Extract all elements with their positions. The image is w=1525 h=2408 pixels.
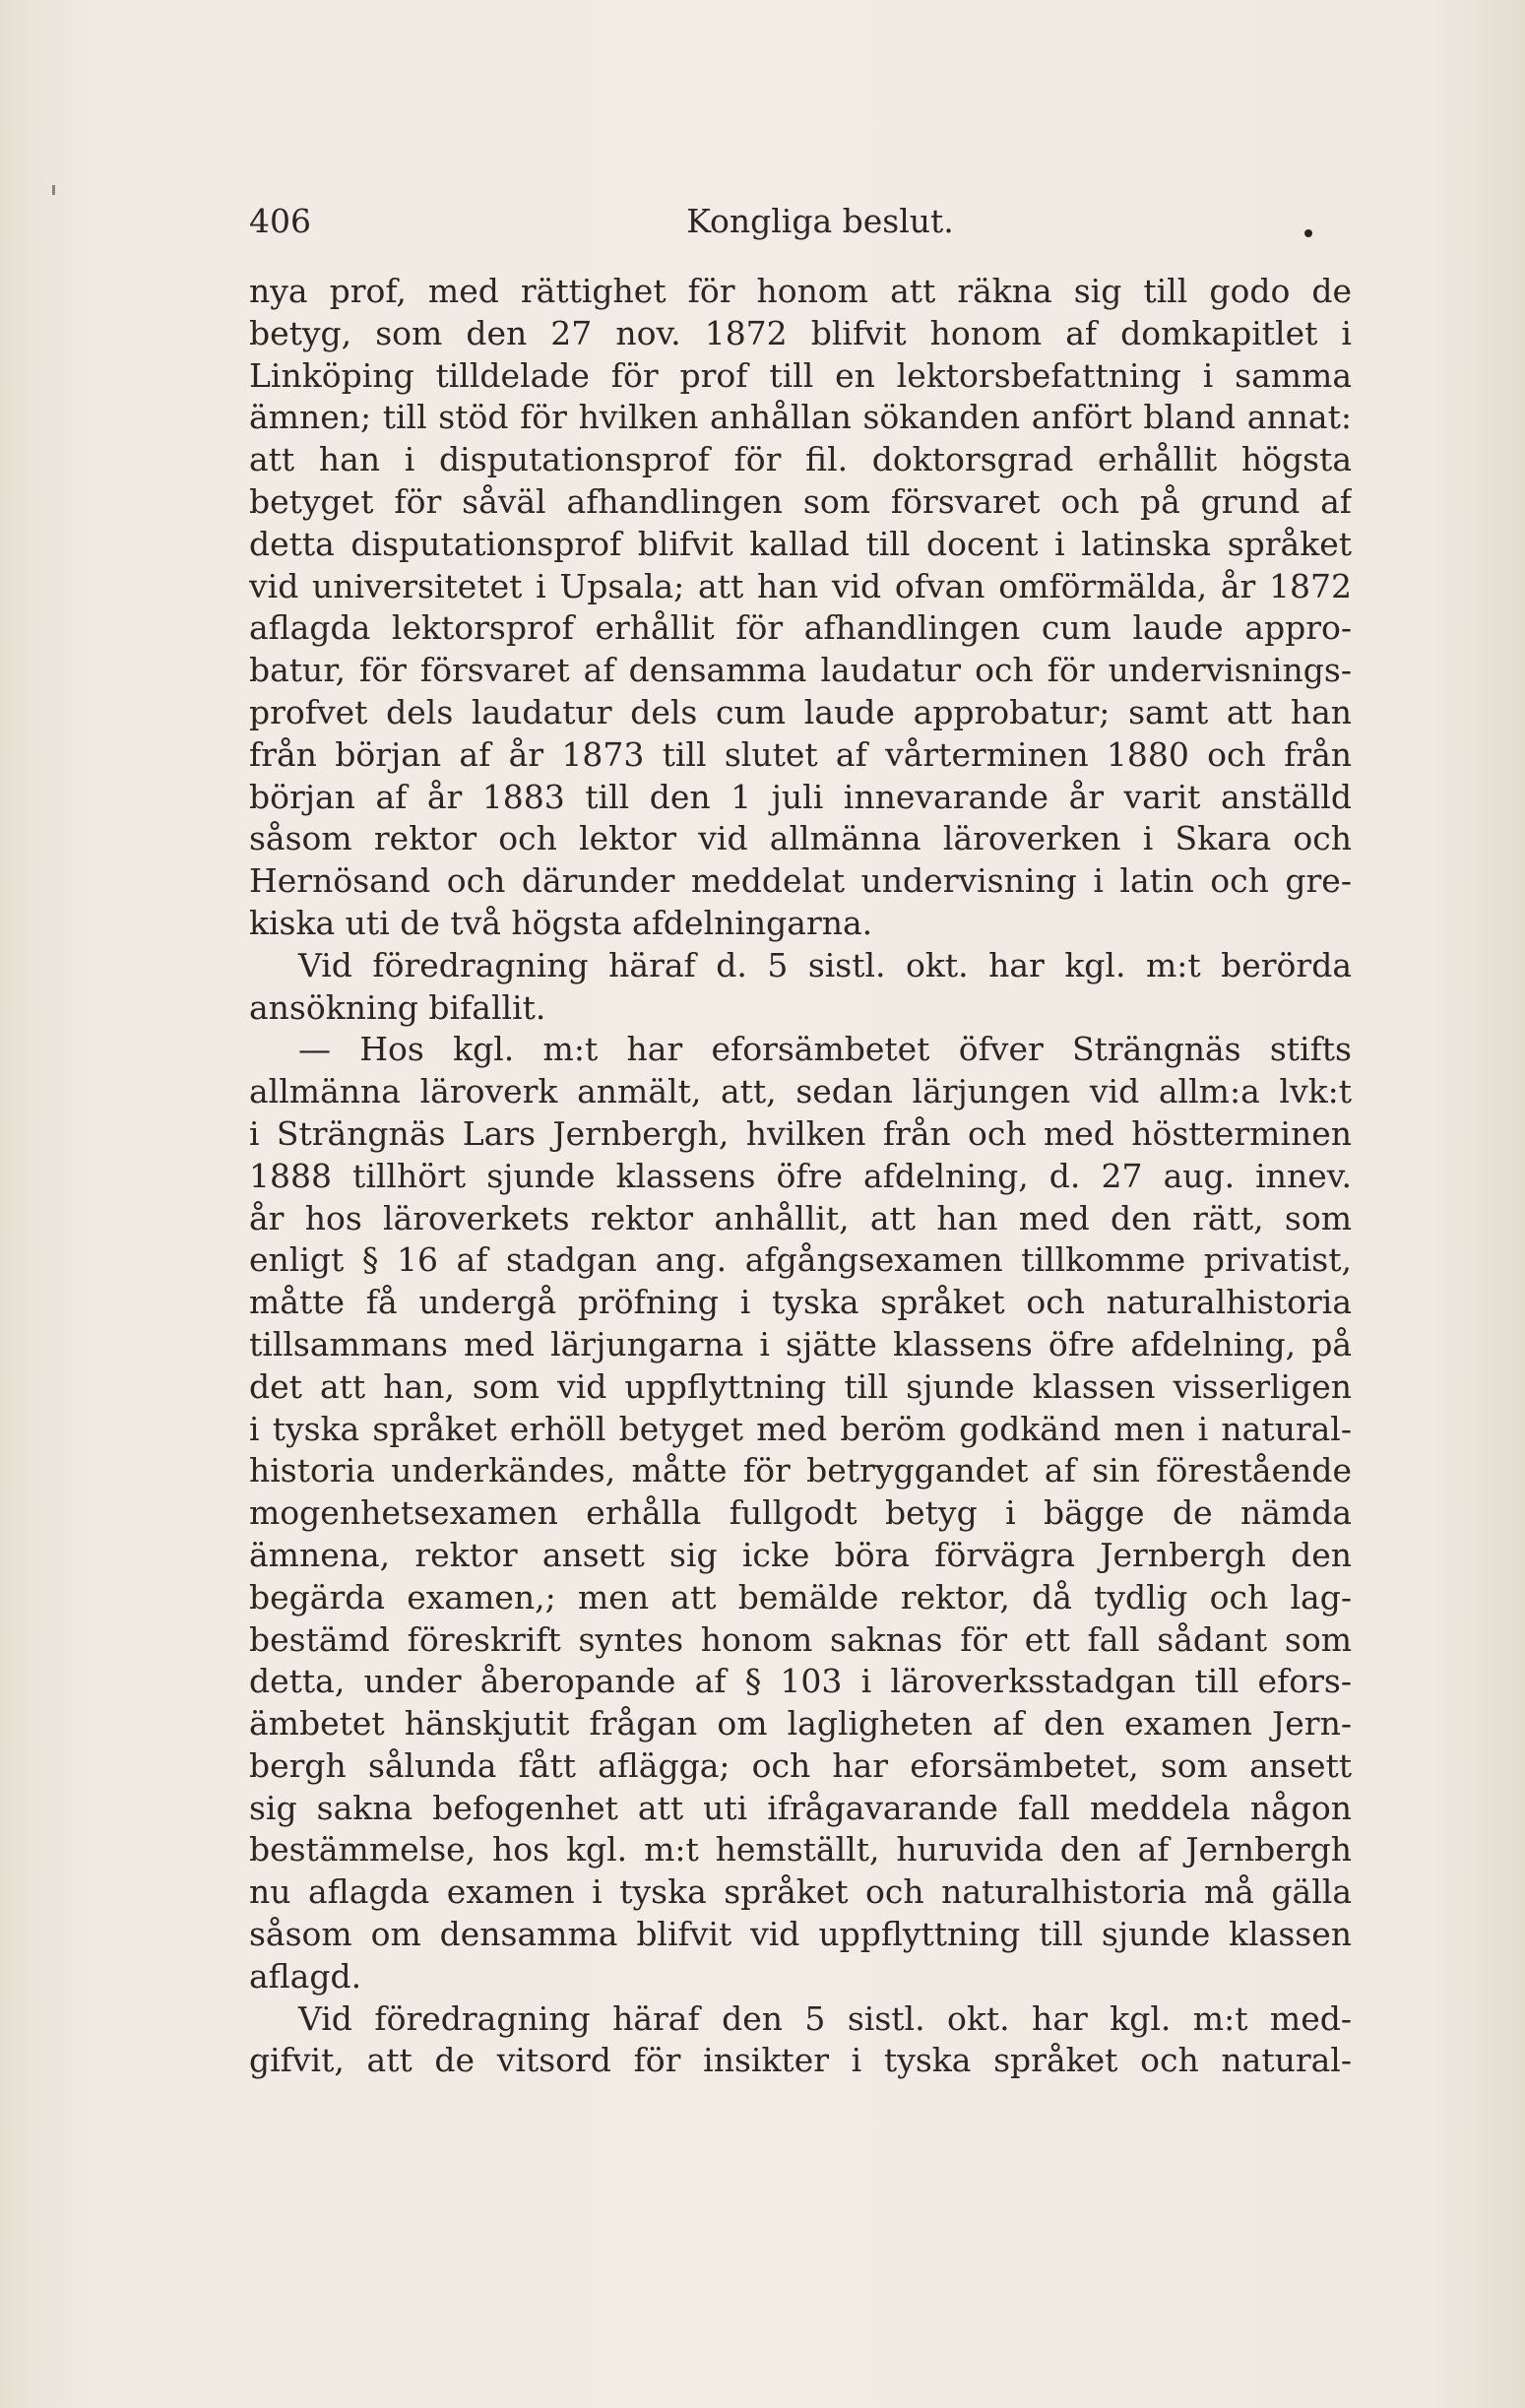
text-line: kiska uti de två högsta afdelningarna. xyxy=(249,903,873,942)
text-line: Vid föredragning häraf den 5 sistl. okt. har kgl. m:t med- xyxy=(298,1998,1352,2038)
text-line: i Strängnäs Lars Jernbergh, hvilken från och med höstterminen xyxy=(249,1113,1352,1153)
body-text xyxy=(249,271,1352,2082)
header-dot xyxy=(1304,229,1312,237)
text-line: Linköping tilldelade för prof till en lektorsbefattning i samma xyxy=(249,355,1352,395)
text-line: 1888 tillhört sjunde klassens öfre afdelning, d. 27 aug. innev. xyxy=(249,1156,1352,1195)
text-line: ämnen; till stöd för hvilken anhållan sökanden anfört bland annat: xyxy=(249,398,1352,437)
text-line: aflagd. xyxy=(249,1956,362,1996)
text-line: från början af år 1873 till slutet af vårterminen 1880 och från xyxy=(249,734,1352,774)
text-line: gifvit, att de vitsord för insikter i tyska språket och natural- xyxy=(249,2041,1352,2080)
text-line: detta disputationsprof blifvit kallad till docent i latinska språket xyxy=(249,524,1352,563)
text-line: bergh sålunda fått aflägga; och har eforsämbetet, som ansett xyxy=(249,1745,1352,1785)
text-line: enligt § 16 af stadgan ang. afgångsexamen tillkomme privatist, xyxy=(249,1240,1352,1280)
text-line: nya prof, med rättighet för honom att räkna sig till godo de xyxy=(249,272,1352,310)
text-line: historia underkändes, måtte för betryggandet af sin förestående xyxy=(249,1451,1352,1490)
text-line: såsom rektor och lektor vid allmänna läroverken i Skara och xyxy=(249,819,1352,858)
text-line: bestämd föreskrift syntes honom saknas för ett fall sådant som xyxy=(249,1619,1352,1659)
text-line: profvet dels laudatur dels cum laude approbatur; samt att han xyxy=(249,692,1352,731)
text-line: år hos läroverkets rektor anhållit, att han med den rätt, som xyxy=(249,1198,1352,1237)
page-header xyxy=(249,202,1352,261)
text-line: att han i disputationsprof för fil. doktorsgrad erhållit högsta xyxy=(249,440,1352,479)
text-line: ansökning bifallit. xyxy=(249,987,546,1027)
text-line: bestämmelse, hos kgl. m:t hemställt, huruvida den af Jernbergh xyxy=(249,1830,1352,1869)
text-line: begärda examen,; men att bemälde rektor, då tydlig och lag- xyxy=(249,1577,1352,1616)
margin-mark xyxy=(52,185,55,195)
text-line: nu aflagda examen i tyska språket och naturalhistoria må gälla xyxy=(249,1872,1352,1912)
text-line: tillsammans med lärjungarna i sjätte klassens öfre afdelning, på xyxy=(249,1324,1352,1363)
text-line: vid universitetet i Upsala; att han vid ofvan omförmälda, år 1872 xyxy=(249,566,1352,605)
text-line: sig sakna befogenhet att uti ifrågavarande fall meddela någon xyxy=(249,1788,1352,1827)
text-line: Vid föredragning häraf d. 5 sistl. okt. har kgl. m:t berörda xyxy=(298,945,1352,984)
text-line: måtte få undergå pröfning i tyska språket och naturalhistoria xyxy=(249,1283,1352,1322)
text-line: det att han, som vid uppflyttning till sjunde klassen visserligen xyxy=(249,1366,1352,1406)
text-line: betyget för såväl afhandlingen som försvaret och på grund af xyxy=(249,481,1352,521)
text-line: såsom om densamma blifvit vid uppflyttning till sjunde klassen xyxy=(249,1915,1352,1954)
running-head: Kongliga beslut. xyxy=(686,202,954,240)
text-line: Hernösand och därunder meddelat undervisning i latin och gre- xyxy=(249,861,1352,901)
text-line: betyg, som den 27 nov. 1872 blifvit honom af domkapitlet i xyxy=(249,313,1352,352)
text-line: batur, för försvaret af densamma laudatur och för undervisnings- xyxy=(249,651,1352,690)
text-line: ämbetet hänskjutit frågan om lagligheten af den examen Jern- xyxy=(249,1704,1352,1743)
text-line: — Hos kgl. m:t har eforsämbetet öfver Strängnäs stifts xyxy=(298,1030,1352,1069)
text-line: allmänna läroverk anmält, att, sedan lärjungen vid allm:a lvk:t xyxy=(249,1072,1352,1111)
text-line: aflagda lektorsprof erhållit för afhandlingen cum laude appro- xyxy=(249,608,1352,648)
text-line: mogenhetsexamen erhålla fullgodt betyg i bägge de nämda xyxy=(249,1493,1352,1533)
text-line: i tyska språket erhöll betyget med beröm godkänd men i natural- xyxy=(249,1409,1352,1448)
text-line: ämnena, rektor ansett sig icke böra förvägra Jernbergh den xyxy=(249,1535,1352,1574)
text-line: detta, under åberopande af § 103 i läroverksstadgan till efors- xyxy=(249,1662,1352,1701)
page-number: 406 xyxy=(249,202,311,240)
text-line: början af år 1883 till den 1 juli innevarande år varit anställd xyxy=(249,777,1352,816)
